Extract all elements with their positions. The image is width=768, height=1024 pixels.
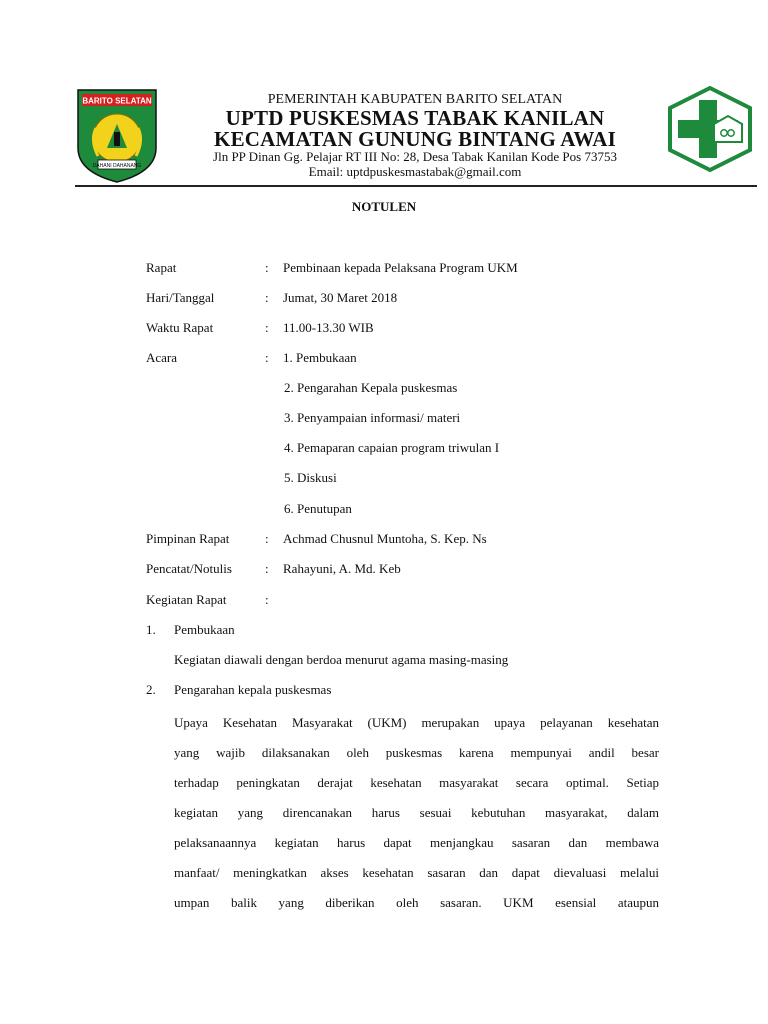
email: Email: uptdpuskesmastabak@gmail.com (308, 164, 522, 179)
field-date (146, 290, 397, 306)
address: Jln PP Dinan Gg. Pelajar RT III No: 28, Desa Tabak Kanilan Kode Pos 73753 (213, 149, 617, 164)
logo-motto-text: DAHANI DAHANANG (92, 163, 142, 169)
field-notetaker (146, 561, 401, 577)
barito-selatan-logo (76, 88, 158, 184)
field-colon: : (265, 561, 269, 576)
organization-name: UPTD PUSKESMAS TABAK KANILAN (225, 106, 605, 130)
puskesmas-logo (666, 86, 754, 172)
field-leader (146, 531, 487, 547)
field-activities (146, 592, 283, 608)
field-label: Waktu Rapat (146, 320, 214, 335)
document-title: NOTULEN (351, 199, 417, 214)
paragraph-line: Upaya Kesehatan Masyarakat (UKM) merupakan upaya pelayanan kesehatan (174, 715, 659, 730)
field-label: Acara (146, 350, 178, 365)
section-number: 1. (146, 622, 156, 637)
section-text: Kegiatan diawali dengan berdoa menurut agama masing-masing (174, 652, 509, 667)
field-value: Pembinaan kepada Pelaksana Program UKM (283, 260, 518, 275)
field-rapat (146, 260, 518, 276)
paragraph-line: terhadap peningkatan derajat kesehatan masyarakat secara optimal. Setiap (174, 775, 659, 790)
paragraph-line: pelaksanaannya kegiatan harus dapat menjangkau sasaran dan membawa (174, 835, 659, 850)
field-label: Kegiatan Rapat (146, 592, 227, 607)
field-label: Hari/Tanggal (146, 290, 215, 305)
district-name: KECAMATAN GUNUNG BINTANG AWAI (214, 127, 616, 151)
field-agenda (146, 350, 357, 366)
field-label: Pimpinan Rapat (146, 531, 230, 546)
field-colon: : (265, 260, 269, 275)
agenda-item: 6. Penutupan (284, 501, 352, 516)
field-colon: : (265, 290, 269, 305)
agenda-item: 5. Diskusi (284, 470, 337, 485)
paragraph-line: manfaat/ meningkatkan akses kesehatan sasaran dan dapat dievaluasi melalui (174, 865, 659, 880)
agenda-item: 2. Pengarahan Kepala puskesmas (284, 380, 458, 395)
agenda-item: 1. Pembukaan (283, 350, 357, 365)
logo-banner-text: BARITO SELATAN (82, 96, 152, 106)
field-time (146, 320, 374, 336)
body-paragraph (174, 708, 659, 918)
field-colon: : (265, 531, 269, 546)
paragraph-line: yang wajib dilaksanakan oleh puskesmas karena mempunyai andil besar (174, 745, 659, 760)
agenda-item: 3. Penyampaian informasi/ materi (284, 410, 461, 425)
field-label: Pencatat/Notulis (146, 561, 232, 576)
paragraph-line: kegiatan yang direncanakan harus sesuai kebutuhan masyarakat, dalam (174, 805, 659, 820)
section-number: 2. (146, 682, 156, 697)
section-heading: Pembukaan (174, 622, 235, 637)
agenda-item: 4. Pemaparan capaian program triwulan I (284, 440, 500, 455)
paragraph-line: umpan balik yang diberikan oleh sasaran. UKM esensial ataupun (174, 895, 659, 910)
section-heading: Pengarahan kepala puskesmas (174, 682, 332, 697)
field-value: 11.00-13.30 WIB (283, 320, 374, 335)
field-colon: : (265, 350, 269, 365)
government-name: PEMERINTAH KABUPATEN BARITO SELATAN (267, 92, 563, 107)
header-divider (75, 185, 757, 187)
field-value: Achmad Chusnul Muntoha, S. Kep. Ns (283, 531, 487, 546)
field-label: Rapat (146, 260, 177, 275)
field-colon: : (265, 592, 269, 607)
field-value: Jumat, 30 Maret 2018 (283, 290, 398, 305)
field-value: Rahayuni, A. Md. Keb (283, 561, 401, 576)
field-colon: : (265, 320, 269, 335)
